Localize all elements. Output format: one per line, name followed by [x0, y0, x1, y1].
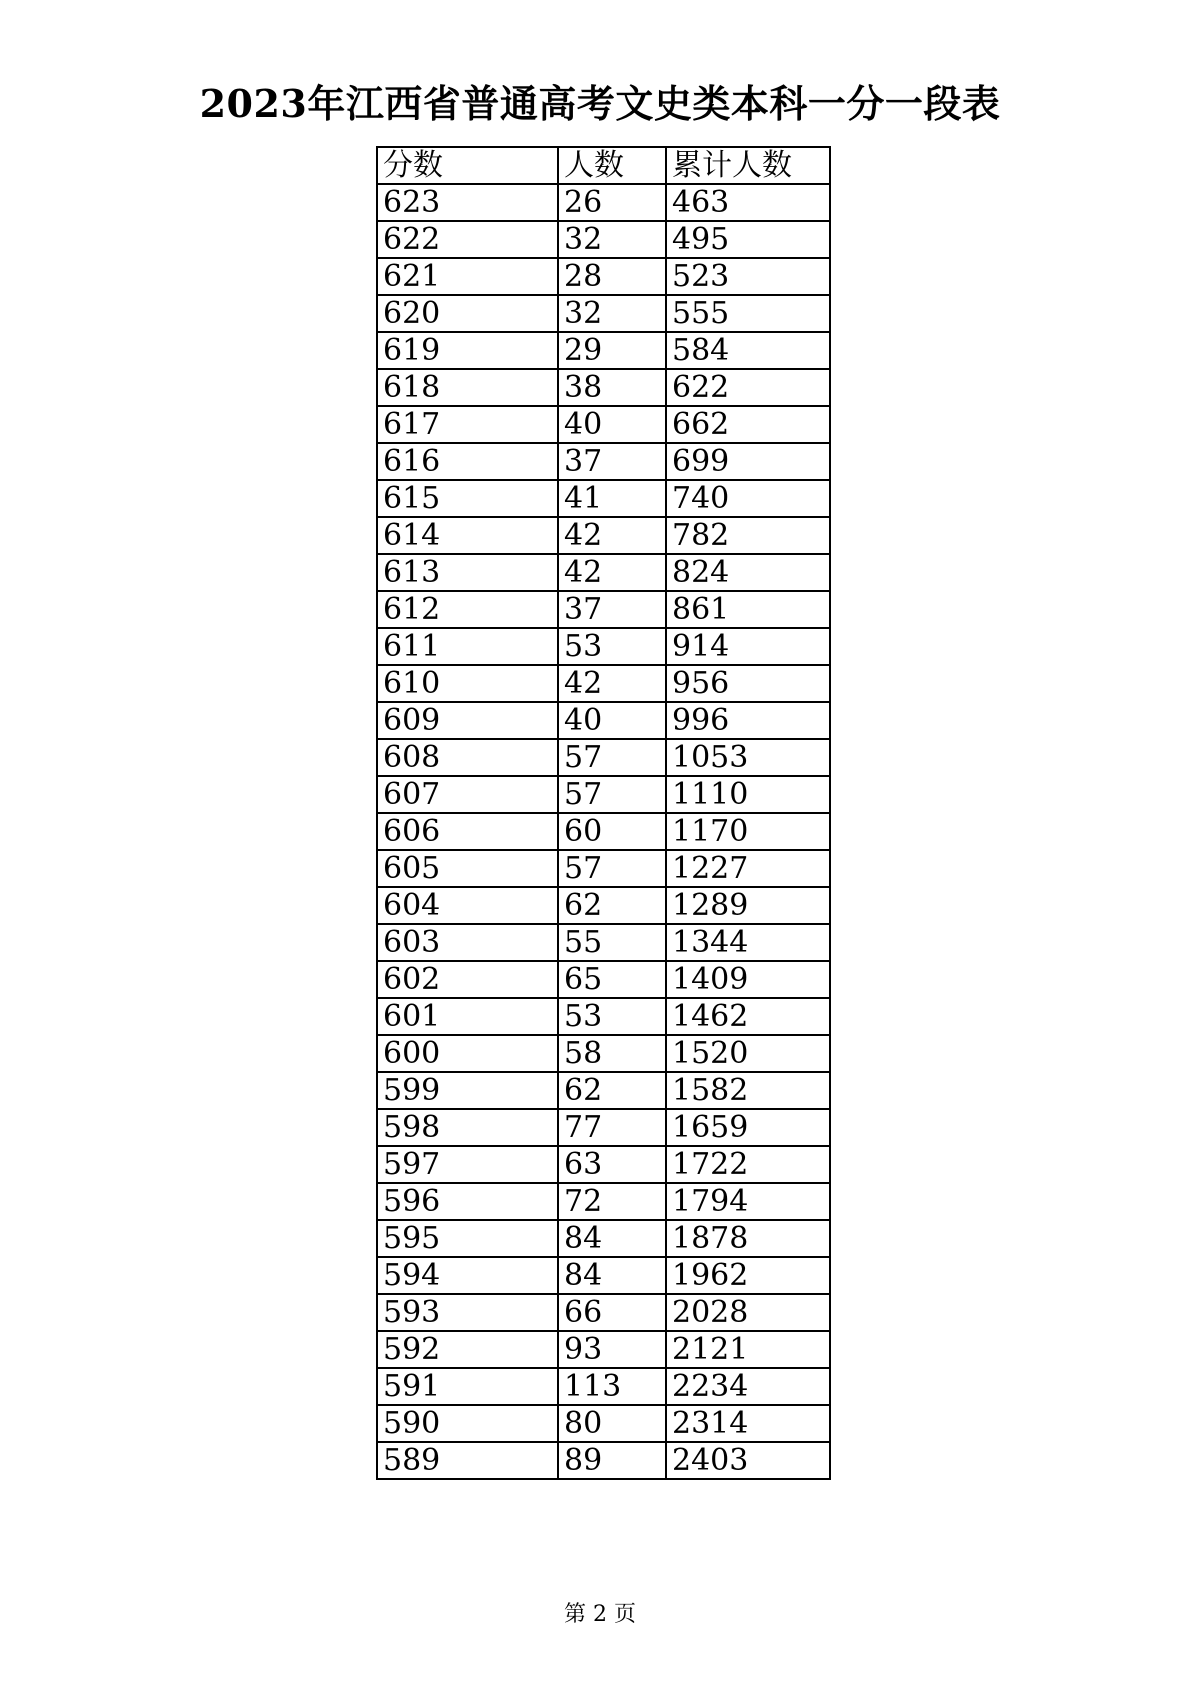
- cell-count: 38: [558, 369, 666, 406]
- cell-cumulative: 1110: [666, 776, 830, 813]
- cell-count: 37: [558, 591, 666, 628]
- cell-score: 609: [377, 702, 558, 739]
- cell-cumulative: 996: [666, 702, 830, 739]
- cell-cumulative: 495: [666, 221, 830, 258]
- cell-count: 84: [558, 1220, 666, 1257]
- cell-cumulative: 914: [666, 628, 830, 665]
- table-row: [377, 184, 830, 221]
- cell-count: 63: [558, 1146, 666, 1183]
- table-row: [377, 1146, 830, 1183]
- cell-count: 55: [558, 924, 666, 961]
- table-body: [377, 184, 830, 1479]
- table-row: [377, 258, 830, 295]
- cell-score: 599: [377, 1072, 558, 1109]
- table-row: [377, 332, 830, 369]
- table-row: [377, 813, 830, 850]
- cell-count: 26: [558, 184, 666, 221]
- cell-score: 593: [377, 1294, 558, 1331]
- cell-count: 53: [558, 998, 666, 1035]
- cell-count: 72: [558, 1183, 666, 1220]
- cell-score: 595: [377, 1220, 558, 1257]
- cell-cumulative: 1659: [666, 1109, 830, 1146]
- table-row: [377, 1035, 830, 1072]
- cell-score: 598: [377, 1109, 558, 1146]
- table-row: [377, 591, 830, 628]
- cell-count: 42: [558, 665, 666, 702]
- cell-cumulative: 2121: [666, 1331, 830, 1368]
- cell-score: 589: [377, 1442, 558, 1479]
- cell-score: 612: [377, 591, 558, 628]
- cell-count: 62: [558, 1072, 666, 1109]
- cell-count: 77: [558, 1109, 666, 1146]
- cell-score: 622: [377, 221, 558, 258]
- cell-score: 617: [377, 406, 558, 443]
- table-row: [377, 887, 830, 924]
- cell-score: 615: [377, 480, 558, 517]
- cell-score: 605: [377, 850, 558, 887]
- cell-score: 596: [377, 1183, 558, 1220]
- cell-cumulative: 1962: [666, 1257, 830, 1294]
- cell-count: 28: [558, 258, 666, 295]
- page-number: 第 2 页: [564, 1602, 636, 1627]
- cell-count: 60: [558, 813, 666, 850]
- cell-count: 32: [558, 221, 666, 258]
- cell-cumulative: 463: [666, 184, 830, 221]
- table-row: [377, 1294, 830, 1331]
- cell-score: 606: [377, 813, 558, 850]
- table-row: [377, 406, 830, 443]
- table-row: [377, 998, 830, 1035]
- cell-count: 40: [558, 406, 666, 443]
- cell-cumulative: 1289: [666, 887, 830, 924]
- table-row: [377, 1331, 830, 1368]
- cell-score: 613: [377, 554, 558, 591]
- cell-score: 590: [377, 1405, 558, 1442]
- cell-count: 57: [558, 739, 666, 776]
- cell-count: 84: [558, 1257, 666, 1294]
- cell-cumulative: 782: [666, 517, 830, 554]
- cell-cumulative: 1520: [666, 1035, 830, 1072]
- cell-score: 594: [377, 1257, 558, 1294]
- cell-score: 604: [377, 887, 558, 924]
- cell-score: 600: [377, 1035, 558, 1072]
- table-row: [377, 1442, 830, 1479]
- table-row: [377, 1109, 830, 1146]
- table-row: [377, 1072, 830, 1109]
- cell-count: 80: [558, 1405, 666, 1442]
- cell-score: 607: [377, 776, 558, 813]
- table-row: [377, 443, 830, 480]
- cell-cumulative: 1227: [666, 850, 830, 887]
- cell-score: 602: [377, 961, 558, 998]
- table-row: [377, 961, 830, 998]
- cell-score: 591: [377, 1368, 558, 1405]
- cell-score: 592: [377, 1331, 558, 1368]
- cell-cumulative: 1462: [666, 998, 830, 1035]
- cell-score: 620: [377, 295, 558, 332]
- cell-score: 616: [377, 443, 558, 480]
- table-row: [377, 221, 830, 258]
- cell-cumulative: 1053: [666, 739, 830, 776]
- cell-count: 89: [558, 1442, 666, 1479]
- table-row: [377, 739, 830, 776]
- cell-count: 113: [558, 1368, 666, 1405]
- cell-score: 601: [377, 998, 558, 1035]
- header-score: 分数: [377, 147, 558, 184]
- cell-cumulative: 523: [666, 258, 830, 295]
- table-row: [377, 517, 830, 554]
- table-row: [377, 1183, 830, 1220]
- cell-cumulative: 1344: [666, 924, 830, 961]
- cell-cumulative: 2028: [666, 1294, 830, 1331]
- cell-count: 57: [558, 776, 666, 813]
- cell-cumulative: 2234: [666, 1368, 830, 1405]
- cell-cumulative: 2403: [666, 1442, 830, 1479]
- cell-score: 614: [377, 517, 558, 554]
- cell-cumulative: 622: [666, 369, 830, 406]
- table-row: [377, 924, 830, 961]
- cell-cumulative: 555: [666, 295, 830, 332]
- page-title: 2023年江西省普通高考文史类本科一分一段表: [199, 81, 1001, 126]
- cell-count: 57: [558, 850, 666, 887]
- cell-cumulative: 1582: [666, 1072, 830, 1109]
- cell-cumulative: 740: [666, 480, 830, 517]
- cell-cumulative: 1409: [666, 961, 830, 998]
- table-header-row: [377, 147, 830, 184]
- table-row: [377, 1220, 830, 1257]
- table-row: [377, 628, 830, 665]
- cell-cumulative: 699: [666, 443, 830, 480]
- table-row: [377, 702, 830, 739]
- cell-score: 610: [377, 665, 558, 702]
- cell-cumulative: 1878: [666, 1220, 830, 1257]
- cell-score: 618: [377, 369, 558, 406]
- cell-cumulative: 662: [666, 406, 830, 443]
- cell-count: 29: [558, 332, 666, 369]
- cell-cumulative: 1794: [666, 1183, 830, 1220]
- cell-count: 41: [558, 480, 666, 517]
- cell-score: 611: [377, 628, 558, 665]
- table-row: [377, 295, 830, 332]
- cell-cumulative: 2314: [666, 1405, 830, 1442]
- cell-cumulative: 861: [666, 591, 830, 628]
- table-row: [377, 776, 830, 813]
- table-row: [377, 480, 830, 517]
- cell-count: 53: [558, 628, 666, 665]
- cell-count: 42: [558, 554, 666, 591]
- cell-score: 621: [377, 258, 558, 295]
- table-row: [377, 850, 830, 887]
- cell-count: 37: [558, 443, 666, 480]
- cell-cumulative: 1722: [666, 1146, 830, 1183]
- score-distribution-table: [376, 146, 831, 1480]
- table-row: [377, 1368, 830, 1405]
- cell-score: 619: [377, 332, 558, 369]
- cell-cumulative: 956: [666, 665, 830, 702]
- cell-score: 597: [377, 1146, 558, 1183]
- cell-cumulative: 584: [666, 332, 830, 369]
- cell-score: 608: [377, 739, 558, 776]
- cell-count: 58: [558, 1035, 666, 1072]
- cell-count: 93: [558, 1331, 666, 1368]
- header-count: 人数: [558, 147, 666, 184]
- cell-cumulative: 824: [666, 554, 830, 591]
- cell-count: 62: [558, 887, 666, 924]
- cell-count: 66: [558, 1294, 666, 1331]
- table-row: [377, 1405, 830, 1442]
- cell-count: 32: [558, 295, 666, 332]
- cell-cumulative: 1170: [666, 813, 830, 850]
- header-cumulative: 累计人数: [666, 147, 830, 184]
- cell-count: 65: [558, 961, 666, 998]
- table-row: [377, 1257, 830, 1294]
- cell-score: 603: [377, 924, 558, 961]
- table-row: [377, 665, 830, 702]
- cell-count: 42: [558, 517, 666, 554]
- cell-count: 40: [558, 702, 666, 739]
- table-row: [377, 369, 830, 406]
- cell-score: 623: [377, 184, 558, 221]
- table-row: [377, 554, 830, 591]
